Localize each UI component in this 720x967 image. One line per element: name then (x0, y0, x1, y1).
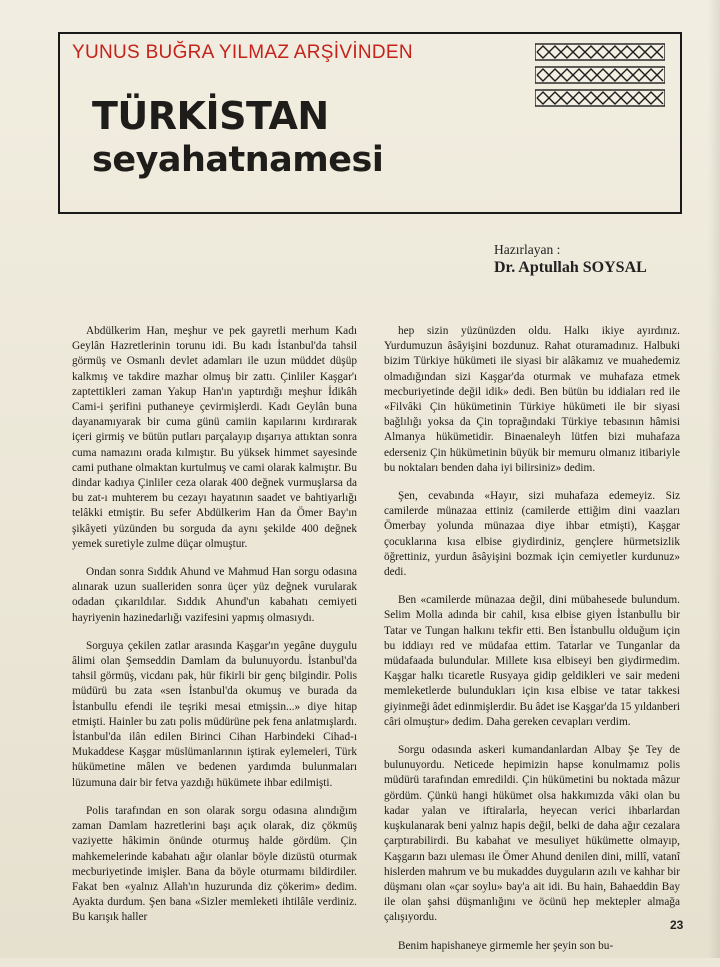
ornament-rows (535, 44, 665, 106)
paragraph: Ondan sonra Sıddık Ahund ve Mahmud Han sorgu odasına alınarak uzun sualleriden sonra üçer yüz değnek vurularak odadan çıkarıldılar. Sıddık Ahund'un kabahatı cemiyeti hayriyenin hazinedarlığı vazifesini yapmış olmasıydı. (72, 566, 357, 624)
title-seyahatnamesi: seyahatnamesi (92, 140, 384, 180)
paragraph: Polis tarafından en son olarak sorgu odasına alındığım zaman Damlam hazretlerini başı açık olarak, diz çökmüş vaziyette hâkimin önünde oturmuş halde gördüm. Çin mahkemelerinde kabahatı ağır olanlar böyle dizüstü oturmak mecburiyetinde imişler. Bana da böyle oturmamı bildirdiler. Fakat ben «yalnız Allah'ın huzurunda diz çökerim» dedim. Ayakta durdum. Şen bana «Sizler memleketi ihtilâle verdiniz. Bu karışık haller (72, 804, 357, 924)
title-turkistan: TÜRKİSTAN (92, 94, 329, 138)
page-number: 23 (670, 918, 684, 932)
paragraph: Şen, cevabında «Hayır, sizi muhafaza edemeyiz. Siz camilerde münazaa ettiniz (camilerde ettiğim dini vaazları Ömerbay yolunda münazaa diye ihbar etmişti), Kaşgar çocuklarına kısa elbise giydirdiniz, gençlere hürmetsizlik öğrettiniz, yurdun âsâyişini bozmak için cemiyetler kurdunuz» dedi. (384, 490, 680, 579)
paragraph: Sorgu odasında askeri kumandanlardan Albay Şe Tey de bulunuyordu. Neticede hepimizin hapse konulmamız polis müdürü tarafından emredildi. Çin hükümetini bu noktada mâzur gördüm. Çünkü hangi hükümet olsa hakkımızda vâki olan bu kadar yalan ve iftiralarla, heyecan verici ihbarlardan kuşkulanarak beni yalnız hapis değil, belki de daha ağır cezalara çarptırabilirdi. Bu kabahat ve mesuliyet hükümette olmayıp, Kaşgarın bazı uleması ile Ömer Ahund denilen dini, millî, vatanî hislerden mahrum ve bu mukaddes duyguların azılı ve kahhar bir düşmanı olan «çar soylu» bay'a ait idi. Bu hain, Bahaeddin Bay ile olan şahsi düşmanlığını ve öcünü hep mektepler almağa çalışıyordu. (384, 744, 680, 924)
left-text-column (72, 324, 357, 939)
archive-label: YUNUS BUĞRA YILMAZ ARŞİVİNDEN (72, 42, 413, 63)
author-name: Dr. Aptullah SOYSAL (494, 259, 647, 276)
paragraph: Benim hapishaneye girmemle her şeyin son bu- (398, 939, 614, 952)
paragraph: Sorguya çekilen zatlar arasında Kaşgar'ın yegâne duygulu âlimi olan Şemseddin Damlam da bulunuyordu. İstanbul'da tahsil görmüş, vicdanı pak, hür fikirli bir genç bilgindir. Polis müdürü bu zata «sen İstanbul'da okumuş ve burada da İstanbullu efendi ile teşriki mesai etmişsin...» diye hitap etmişti. Hainler bu zatı polis müdürüne pek fena anlatmışlardı. İstanbul'da ilân edilen Birinci Cihan Harbindeki Cihad-ı Mukaddese Kaşgar müslümanlarının iştirak eylemeleri, Türk hükümetine mâlen ve bedenen yardımda bulunmaları lüzumuna dair bir fetva yazdığı hükümete ihbar edilmişti. (72, 639, 357, 789)
paragraph: Ben «camilerde münazaa değil, dini mübahesede bulundum. Selim Molla adında bir cahil, kısa elbise giyen İstanbullu bir Tatar ve Tungan halkını tekfir etti. Ben İstanbullu olduğum için bu iddiayı red ve müdafaa ettim. Tatarlar ve Tunganlar da müdafaada bulundular. Millete kısa elbiseyi ben giydirmedim. Kaşgar halkı ticaretle Rusyaya gidip geldikleri ve sair medeni memleketlerde bulundukları için kısa elbise ve tatar takkesi giyinmeği âdet edinmişlerdir. Bu âdet ise Kaşgar'da 15 yıldanberi câri olmuştur» dedim. Daha gereken cevapları verdim. (384, 594, 680, 728)
paragraph: hep sizin yüzünüzden oldu. Halkı ikiye ayırdınız. Yurdumuzun âsâyişini bozdunuz. Rahat oturamadınız. Halbuki bizim Türkiye hükümeti ile siyasi bir alâkamız ve muahedemiz olmadığından sizi Kaşgar'da oturmak ve muhafaza etmek mecburiyetinde değil idik» dedi. Ben bütün bu iddiaları red ile «Filvâki Çin hükümetinin Türkiye hükümeti ile bir siyasi bağlılığı yoksa da Çin toprağındaki Türkiye tebasının hâmisi Almanya hükümetidir. Binaenaleyh lütfen bizi muhafaza ederseniz Çin hükümetinin büyük bir memuru olmanız itibariyle bu noktaları benden daha iyi bilirsiniz» dedim. (384, 325, 680, 474)
page-edge-shadow (708, 0, 720, 958)
paragraph: Abdülkerim Han, meşhur ve pek gayretli merhum Kadı Geylân Hazretlerinin torunu idi. Bu kadı İstanbul'da tahsil görmüş ve Osmanlı devlet adamları ile uzun müddet düşüp kalkmış ve takdire mazhar olmuş bir zattı. Çinliler Kaşgar'ı zaptettikleri zaman Yakup Han'ın yaptırdığı meşhur İdikâh Cami-i şerifini puthaneye çevirmişlerdi. Kadı Geylân buna dayanamıyarak bir cuma günü camiin kapılarını kırdırarak içeri girmiş ve bütün putları parçalayıp dışarıya attıktan sonra cuma namazını orada kılmıştır. Bu yüksek himmet sayesinde cami puthane olmaktan kurtulmuş ve cami olarak kalmıştır. Bu dindar kadıya Çinliler ceza olarak 400 değnek vurmuşlarsa da bu zat-ı muhterem bu cezayı hayatının saadet ve bahtiyarlığı telâkki etmiştir. Bu sefer Abdülkerim Han da Ömer Bay'ın şikâyeti yüzünden bu sorguda da aynı şekilde 400 değnek yemek suretiyle zulme düçar olmuştur. (72, 325, 357, 550)
right-text-column (384, 324, 680, 967)
prepared-by-label: Hazırlayan : (494, 242, 561, 257)
ornament-pattern (535, 40, 665, 110)
